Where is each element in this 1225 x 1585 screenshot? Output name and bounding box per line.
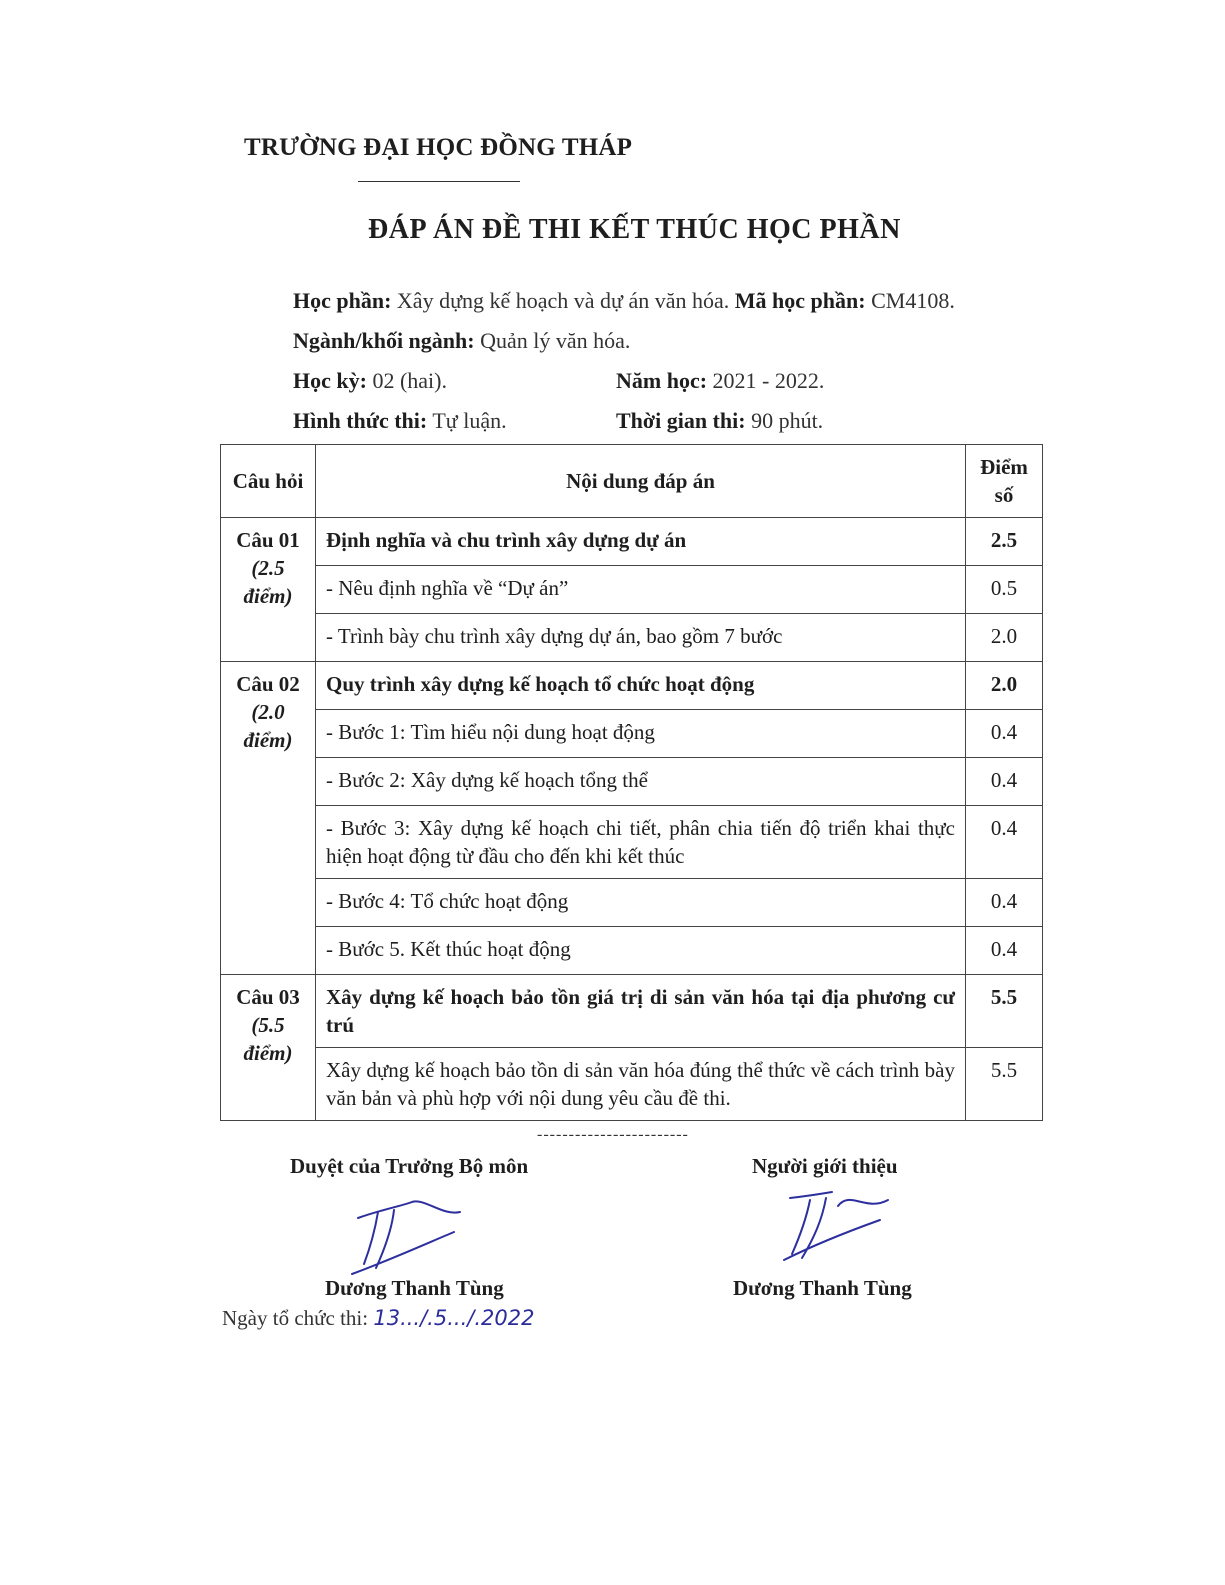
question-cell-3 <box>221 975 316 1121</box>
year-label: Năm học: <box>616 368 708 393</box>
question-name: Câu 01 <box>236 528 300 552</box>
approver-signature-icon <box>350 1190 480 1280</box>
answer-content: - Nêu định nghĩa về “Dự án” <box>316 566 966 614</box>
year-line <box>616 368 824 394</box>
school-underline <box>358 181 520 182</box>
section-heading: Định nghĩa và chu trình xây dựng dự án <box>316 518 966 566</box>
exam-date-line <box>222 1306 534 1331</box>
answer-content: - Bước 5. Kết thúc hoạt động <box>316 927 966 975</box>
answer-content: - Trình bày chu trình xây dựng dự án, bao gồm 7 bước <box>316 614 966 662</box>
answer-content: - Bước 2: Xây dựng kế hoạch tổng thể <box>316 758 966 806</box>
question-points: (2.5 điểm) <box>243 556 293 608</box>
document-title: ĐÁP ÁN ĐỀ THI KẾT THÚC HỌC PHẦN <box>368 214 901 245</box>
major-label: Ngành/khối ngành: <box>293 328 475 353</box>
table-row <box>221 614 1043 662</box>
section-score: 2.5 <box>966 518 1043 566</box>
question-cell-1 <box>221 518 316 662</box>
major-line <box>293 328 630 354</box>
section-score: 5.5 <box>966 975 1043 1048</box>
table-row <box>221 662 1043 710</box>
semester-line <box>293 368 447 394</box>
exam-form-line <box>293 408 507 434</box>
semester-value: 02 (hai). <box>372 368 447 393</box>
table-row <box>221 566 1043 614</box>
table-row <box>221 518 1043 566</box>
school-name: TRƯỜNG ĐẠI HỌC ĐỒNG THÁP <box>244 134 633 161</box>
exam-time-label: Thời gian thi: <box>616 408 746 433</box>
table-row <box>221 927 1043 975</box>
introducer-title: Người giới thiệu <box>752 1154 898 1178</box>
exam-time-value: 90 phút. <box>751 408 824 433</box>
introducer-signature-icon <box>780 1186 900 1266</box>
answer-score: 2.0 <box>966 614 1043 662</box>
course-line <box>293 288 955 314</box>
section-score: 2.0 <box>966 662 1043 710</box>
footer-divider: ------------------------ <box>537 1126 689 1143</box>
exam-time-line <box>616 408 823 434</box>
section-heading: Quy trình xây dựng kế hoạch tổ chức hoạt động <box>316 662 966 710</box>
answer-score: 0.4 <box>966 710 1043 758</box>
table-row <box>221 710 1043 758</box>
table-header-row <box>221 445 1043 518</box>
question-name: Câu 02 <box>236 672 300 696</box>
exam-date-value: 13.../.5.../.2022 <box>373 1306 535 1330</box>
course-value: Xây dựng kế hoạch và dự án văn hóa. <box>396 288 730 313</box>
table-row <box>221 1048 1043 1121</box>
question-cell-2 <box>221 662 316 975</box>
question-points: (5.5 điểm) <box>243 1013 293 1065</box>
section-heading: Xây dựng kế hoạch bảo tồn giá trị di sản văn hóa tại địa phương cư trú <box>316 975 966 1048</box>
course-code-label: Mã học phần: <box>734 288 866 313</box>
exam-form-value: Tự luận. <box>432 408 507 433</box>
answer-score: 0.4 <box>966 758 1043 806</box>
major-value: Quản lý văn hóa. <box>480 328 631 353</box>
approver-title: Duyệt của Trưởng Bộ môn <box>290 1154 529 1178</box>
table-row <box>221 975 1043 1048</box>
question-points: (2.0 điểm) <box>243 700 293 752</box>
introducer-name: Dương Thanh Tùng <box>733 1276 912 1300</box>
question-name: Câu 03 <box>236 985 300 1009</box>
table-row <box>221 758 1043 806</box>
course-label: Học phần: <box>293 288 392 313</box>
header-question: Câu hỏi <box>221 445 316 518</box>
answer-content: - Bước 4: Tổ chức hoạt động <box>316 879 966 927</box>
semester-label: Học kỳ: <box>293 368 367 393</box>
course-code-value: CM4108. <box>871 288 955 313</box>
answer-score: 0.4 <box>966 806 1043 879</box>
answer-table <box>220 444 1043 1121</box>
answer-score: 0.4 <box>966 879 1043 927</box>
exam-date-label: Ngày tổ chức thi: <box>222 1306 369 1330</box>
answer-score: 0.5 <box>966 566 1043 614</box>
answer-content: - Bước 3: Xây dựng kế hoạch chi tiết, phân chia tiến độ triển khai thực hiện hoạt động từ đầu cho đến khi kết thúc <box>316 806 966 879</box>
header-score: Điểm số <box>966 445 1043 518</box>
answer-score: 0.4 <box>966 927 1043 975</box>
table-row <box>221 879 1043 927</box>
header-content: Nội dung đáp án <box>316 445 966 518</box>
answer-score: 5.5 <box>966 1048 1043 1121</box>
year-value: 2021 - 2022. <box>712 368 825 393</box>
approver-name: Dương Thanh Tùng <box>325 1276 504 1300</box>
exam-form-label: Hình thức thi: <box>293 408 428 433</box>
answer-content: Xây dựng kế hoạch bảo tồn di sản văn hóa đúng thể thức về cách trình bày văn bản và phù hợp với nội dung yêu cầu đề thi. <box>316 1048 966 1121</box>
table-row <box>221 806 1043 879</box>
answer-content: - Bước 1: Tìm hiểu nội dung hoạt động <box>316 710 966 758</box>
